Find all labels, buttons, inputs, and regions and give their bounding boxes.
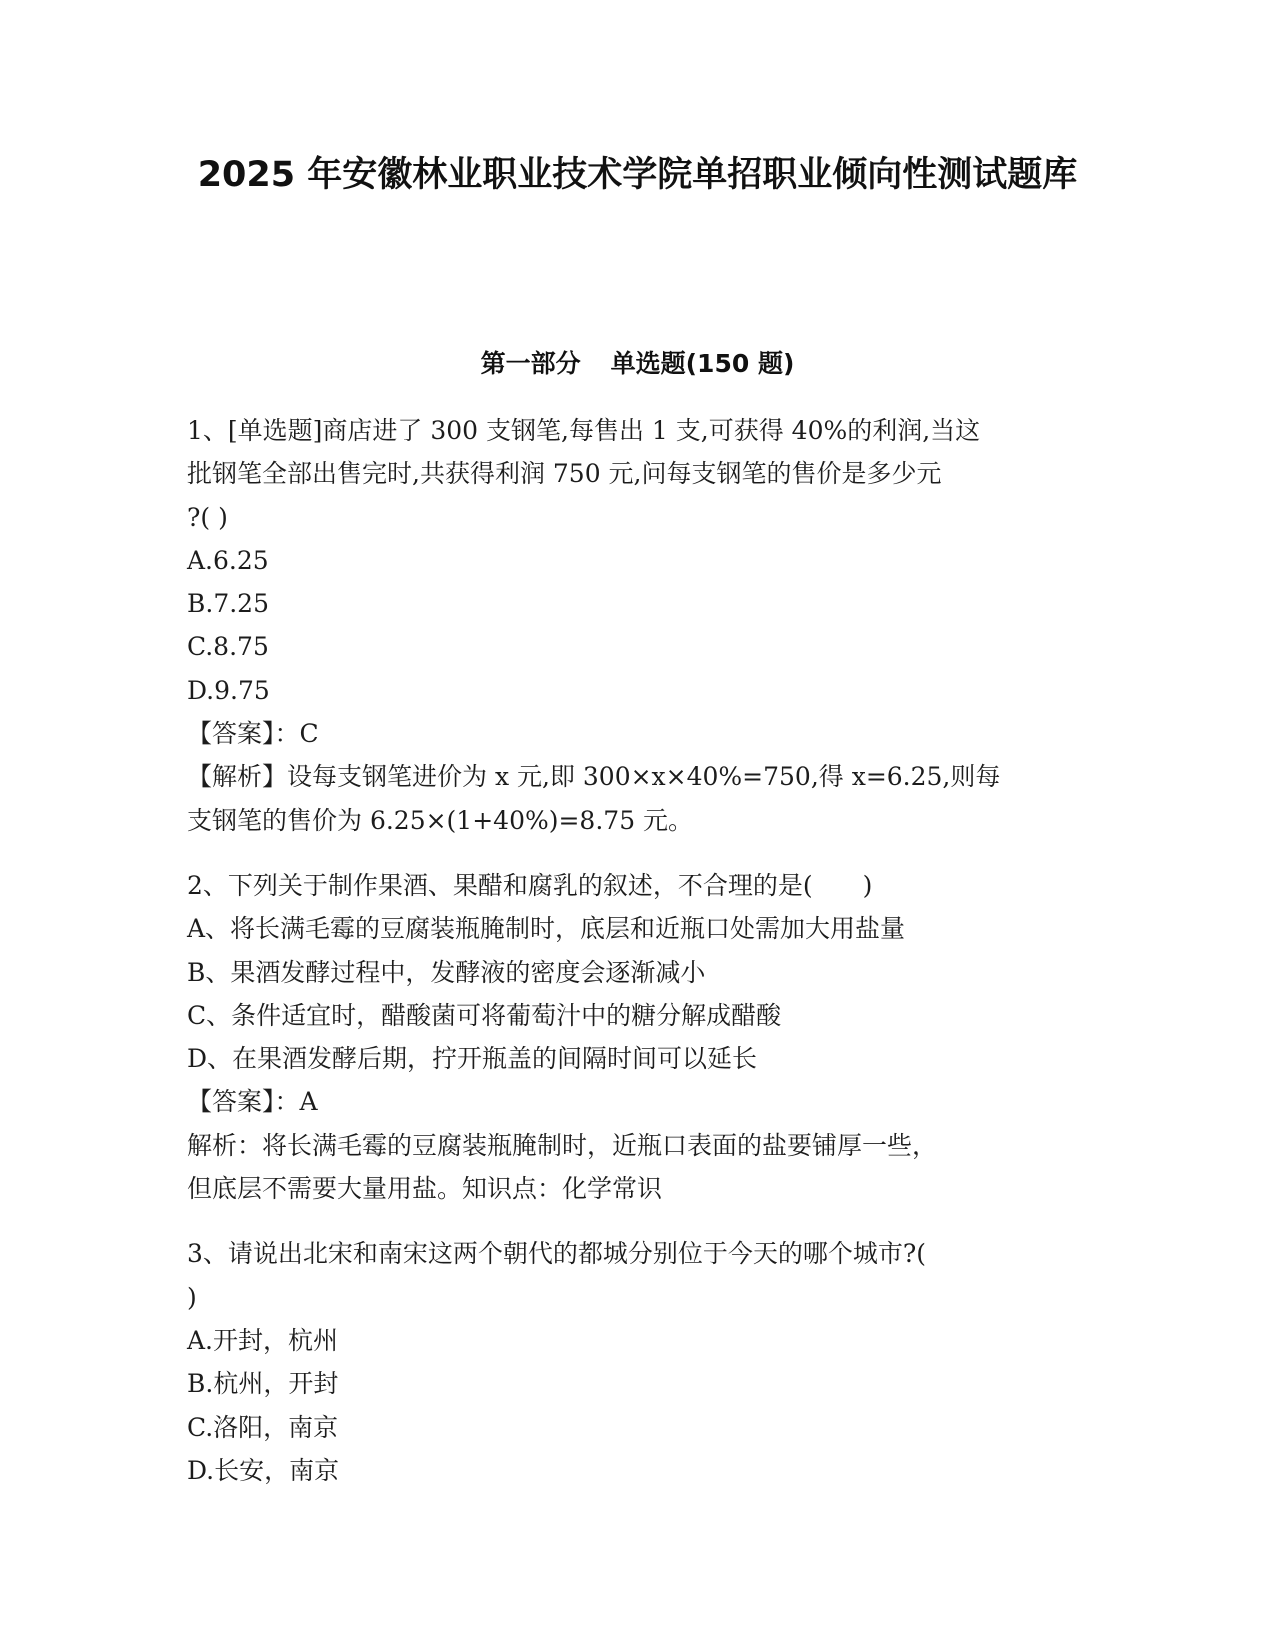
section-name: 单选题(150 题) (610, 349, 795, 378)
question-stem-line: 批钢笔全部出售完时,共获得利润 750 元,问每支钢笔的售价是多少元 (187, 459, 942, 489)
question-3 (187, 1232, 1087, 1492)
analysis-line: 解析：将长满毛霉的豆腐装瓶腌制时，近瓶口表面的盐要铺厚一些， (187, 1130, 938, 1160)
question-list (187, 409, 1087, 1514)
option-d: D.长安，南京 (187, 1455, 340, 1485)
option-b: B.7.25 (187, 589, 269, 619)
question-stem-line: 1、[单选题]商店进了 300 支钢笔,每售出 1 支,可获得 40%的利润,当这 (187, 416, 981, 445)
document-title: 2025 年安徽林业职业技术学院单招职业倾向性测试题库 (197, 155, 1078, 195)
question-stem-line: ) (187, 1282, 197, 1312)
option-b: B.杭州，开封 (187, 1369, 339, 1399)
question-1 (187, 409, 1087, 842)
question-stem-line: 2、下列关于制作果酒、果醋和腐乳的叙述，不合理的是( ) (187, 870, 873, 900)
question-stem-line: 3、请说出北宋和南宋这两个朝代的都城分别位于今天的哪个城市?( (187, 1239, 927, 1269)
answer: 【答案】：A (187, 1087, 318, 1117)
analysis-line: 但底层不需要大量用盐。知识点：化学常识 (187, 1174, 663, 1204)
option-c: C.8.75 (187, 632, 269, 662)
option-a: A.开封，杭州 (187, 1325, 339, 1355)
option-b: B、果酒发酵过程中，发酵液的密度会逐渐减小 (187, 957, 706, 987)
option-d: D.9.75 (187, 675, 270, 705)
analysis-line: 【解析】设每支钢笔进价为 x 元,即 300×x×40%=750,得 x=6.25,则每 (187, 762, 1001, 792)
section-part: 第一部分 (480, 349, 581, 378)
option-c: C.洛阳，南京 (187, 1412, 339, 1442)
option-a: A.6.25 (187, 545, 269, 575)
option-d: D、在果酒发酵后期，拧开瓶盖的间隔时间可以延长 (187, 1044, 758, 1074)
section-heading (0, 346, 1275, 382)
option-c: C、条件适宜时，醋酸菌可将葡萄汁中的糖分解成醋酸 (187, 1000, 782, 1030)
question-stem-line: ?( ) (187, 502, 228, 532)
option-a: A、将长满毛霉的豆腐装瓶腌制时，底层和近瓶口处需加大用盐量 (187, 914, 906, 944)
question-2 (187, 864, 1087, 1210)
analysis-line: 支钢笔的售价为 6.25×(1+40%)=8.75 元。 (187, 805, 694, 835)
answer: 【答案】：C (187, 719, 319, 749)
